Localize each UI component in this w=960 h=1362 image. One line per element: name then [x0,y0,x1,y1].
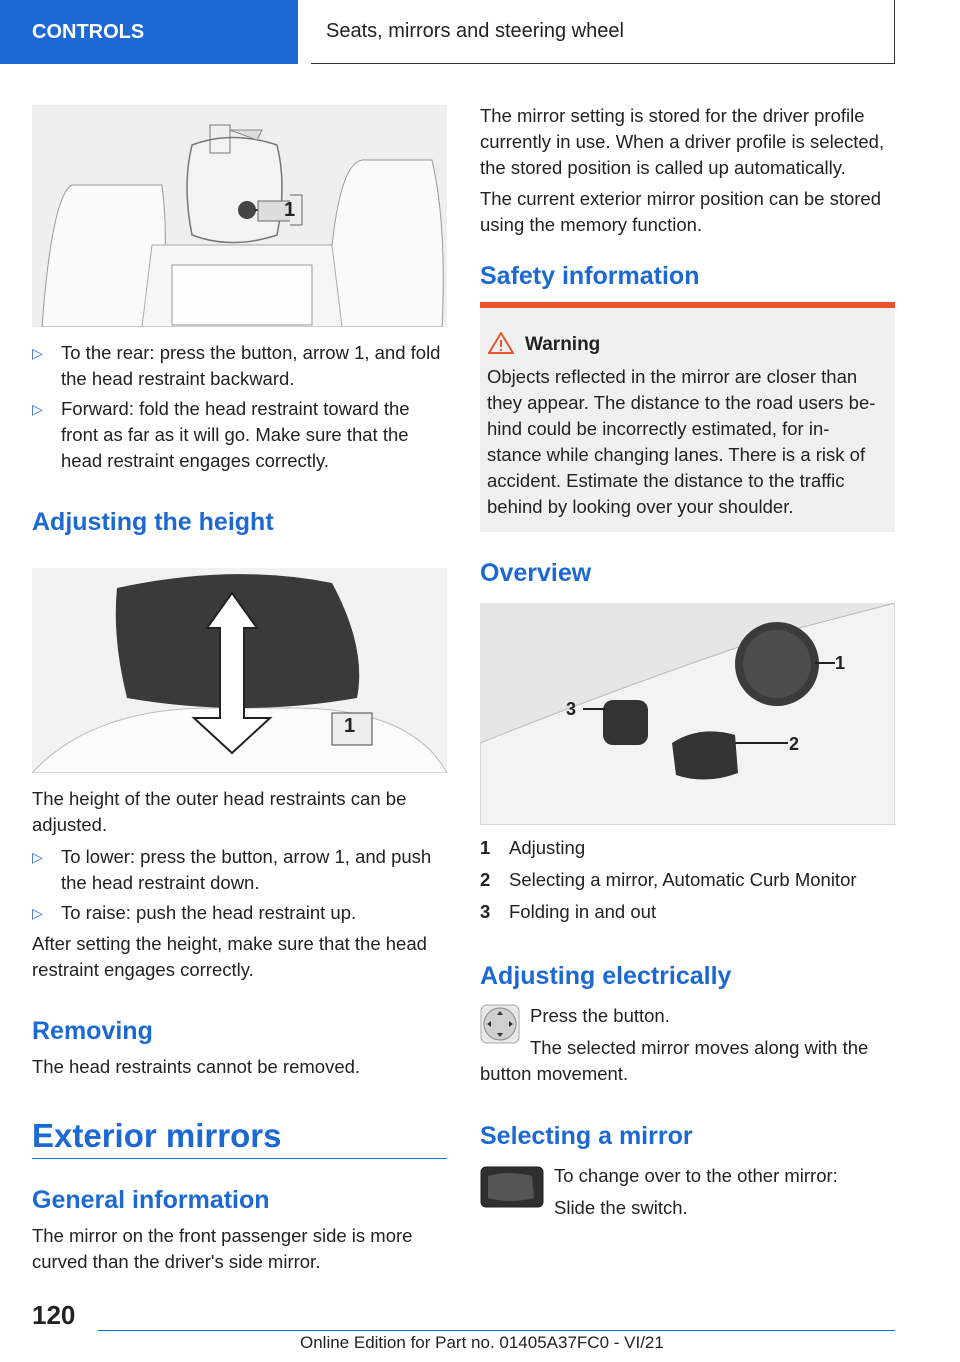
list-item-text: To lower: press the button, arrow 1, and push the head restraint down. [61,846,432,893]
list-item [32,340,447,400]
legend-number: 2 [480,869,491,890]
warning-box [480,302,895,532]
paragraph: The current exterior mirror position can be stored using the memory function. [480,188,882,235]
chapter-title: Seats, mirrors and steering wheel [326,20,624,42]
heading-removing: Removing [32,1017,153,1045]
list-item-text: Forward: fold the head restraint toward the front as far as it will go. Make sure that the head restraint engages correctly. [61,398,410,471]
page-number: 120 [32,1300,76,1330]
section-title: CONTROLS [32,20,145,43]
callout-1: 1 [284,199,296,221]
heading-rule [32,1158,447,1159]
heading-overview: Overview [480,559,592,587]
head-restraint-fold-figure [32,105,447,327]
bullet-triangle-icon: ▷ [32,905,43,921]
callout-1: 1 [835,653,846,673]
heading-safety-information: Safety information [480,262,700,290]
warning-title: Warning [525,334,601,355]
paragraph: The selected mirror moves along with the button movement. [480,1037,869,1084]
bullet-triangle-icon: ▷ [32,345,43,361]
legend-number: 3 [480,901,491,922]
paragraph: To change over to the other mirror: [554,1165,838,1186]
warning-triangle-icon [488,332,514,359]
list-item-text: To raise: push the head restraint up. [61,902,357,923]
mirror-controls-figure [480,603,895,825]
heading-selecting-mirror: Selecting a mirror [480,1122,693,1150]
legend-label: Folding in and out [509,901,657,922]
head-restraint-height-figure [32,568,447,773]
paragraph: The mirror on the front passenger side is more curved than the driver's side mirror. [32,1225,413,1272]
bullet-triangle-icon: ▷ [32,401,43,417]
list-item [32,396,447,476]
list-item-text: To the rear: press the button, arrow 1, and fold the head restraint backward. [61,342,441,389]
warning-text: Objects reflected in the mirror are closer than they appear. The distance to the road users be-hind could be incorrectly estimated, for in-stance while changing lanes. There is a risk of accident. Estimate the distance to the traffic behind by looking over your shoulder. [487,366,876,517]
paragraph: Slide the switch. [554,1197,688,1218]
heading-adjusting-height: Adjusting the height [32,508,274,536]
paragraph: The head restraints cannot be removed. [32,1056,361,1077]
list-item [32,900,447,930]
heading-general-information: General information [32,1186,270,1214]
legend-label: Adjusting [509,837,586,858]
paragraph: The mirror setting is stored for the driver profile currently in use. When a driver profile is selected, the stored position is called up automatically. [480,105,885,178]
chapter-header [311,0,895,64]
callout-2: 2 [789,734,800,754]
footer-edition: Online Edition for Part no. 01405A37FC0 - VI/21 [300,1333,664,1352]
heading-exterior-mirrors: Exterior mirrors [32,1117,282,1154]
callout-1: 1 [344,715,356,737]
paragraph: The height of the outer head restraints can be adjusted. [32,788,407,835]
paragraph: After setting the height, make sure that the head restraint engages correctly. [32,933,427,980]
legend-number: 1 [480,837,491,858]
section-tab [0,0,298,64]
bullet-triangle-icon: ▷ [32,849,43,865]
heading-adjusting-electrically: Adjusting electrically [480,962,732,990]
list-item [32,844,447,904]
mirror-select-switch-icon [480,1166,544,1213]
callout-3: 3 [566,699,577,719]
footer-rule [98,1330,895,1331]
legend-label: Selecting a mirror, Automatic Curb Monitor [509,869,857,890]
paragraph: Press the button. [530,1005,670,1026]
